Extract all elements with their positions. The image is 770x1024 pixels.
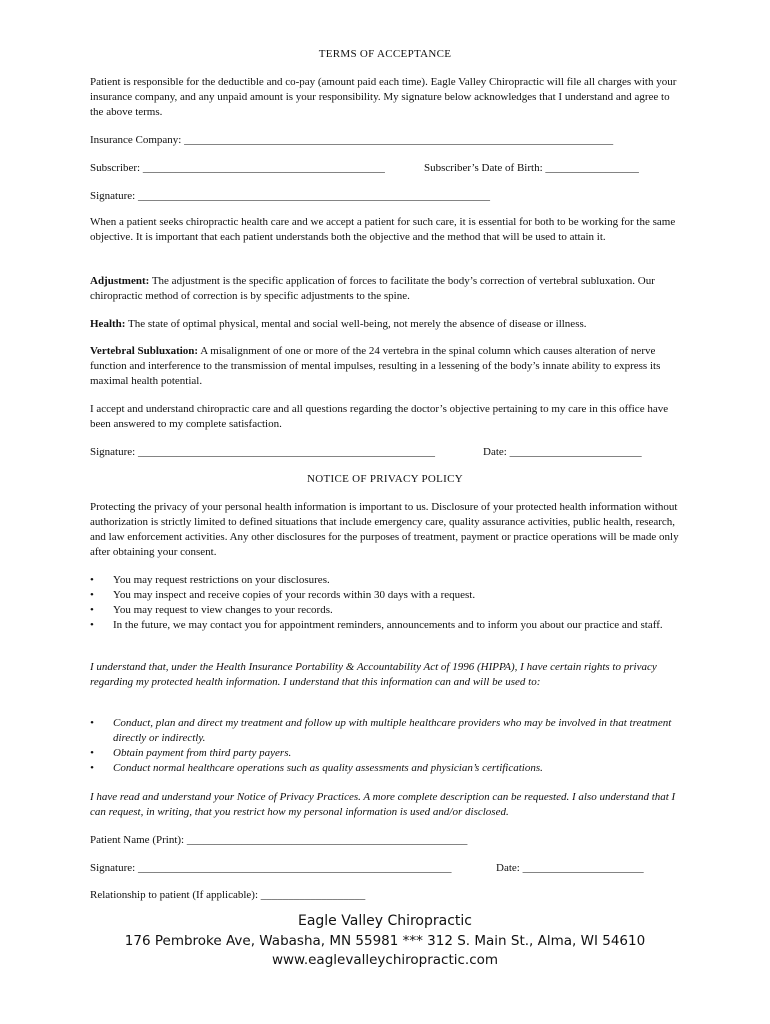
relationship-field[interactable]: Relationship to patient (If applicable): ___________________ xyxy=(90,889,366,901)
bullet-icon: • xyxy=(90,762,94,774)
bullet-icon: • xyxy=(90,619,94,631)
list-item xyxy=(90,761,690,776)
patient-name-field[interactable]: Patient Name (Print): ___________________________________________________ xyxy=(90,834,468,846)
bullet-icon: • xyxy=(90,717,94,729)
terms-intro: Patient is responsible for the deductible and co-pay (amount paid each time). Eagle Valley Chiropractic will file all charges with your insurance company, and any unpaid amount is your responsibility. My signature below acknowledges that I understand and agree to the above terms. xyxy=(90,76,677,118)
bullet-icon: • xyxy=(90,589,94,601)
bullet-icon: • xyxy=(90,604,94,616)
use-text: Conduct normal healthcare operations such as quality assessments and physician’s certifications. xyxy=(113,762,543,774)
footer-website[interactable]: www.eaglevalleychiropractic.com xyxy=(271,952,499,968)
list-item xyxy=(90,603,690,618)
date3-field[interactable]: Date: ______________________ xyxy=(496,862,644,874)
signature-field[interactable]: Signature: ________________________________________________________________ xyxy=(90,190,490,202)
right-text: You may inspect and receive copies of your records within 30 days with a request. xyxy=(113,589,476,601)
use-text: Obtain payment from third party payers. xyxy=(113,747,292,759)
bullet-icon: • xyxy=(90,747,94,759)
signature2-field[interactable]: Signature: ______________________________________________________ xyxy=(90,446,435,458)
privacy-title: NOTICE OF PRIVACY POLICY xyxy=(306,473,464,485)
list-item xyxy=(90,573,690,588)
ack-text: I have read and understand your Notice of Privacy Practices. A more complete description can be requested. I also understand that I can request, in writing, that you restrict how my personal information is used and/or disclosed. xyxy=(90,791,676,818)
accept-text: I accept and understand chiropractic care and all questions regarding the doctor’s objective pertaining to my care in this office have been answered to my complete satisfaction. xyxy=(90,403,669,430)
adjustment-text: The adjustment is the specific application of forces to facilitate the body’s correction of vertebral subluxation. Our chiropractic method of correction is by specific adjustments to the spine. xyxy=(90,275,655,302)
bullet-icon: • xyxy=(90,574,94,586)
list-item xyxy=(90,588,690,603)
list-item xyxy=(90,746,690,761)
uses-list xyxy=(90,716,690,776)
rights-list xyxy=(90,573,690,633)
list-item xyxy=(90,618,673,633)
adjustment-definition xyxy=(90,274,685,304)
hipaa-text: I understand that, under the Health Insurance Portability & Accountability Act of 1996 (HIPPA), I have certain rights to privacy regarding my protected health information. I understand that this information can and will be used to: xyxy=(90,661,657,688)
subscriber-dob-field[interactable]: Subscriber’s Date of Birth: _________________ xyxy=(424,162,639,174)
subluxation-text: A misalignment of one or more of the 24 vertebra in the spinal column which causes alteration of nerve function and interference to the transmission of mental impulses, resulting in a lessening of the body’s innate ability to express its maximal health potential. xyxy=(90,345,661,387)
subluxation-definition xyxy=(90,344,685,389)
terms-title: TERMS OF ACCEPTANCE xyxy=(318,48,452,60)
footer-practice-name: Eagle Valley Chiropractic xyxy=(297,913,472,929)
right-text: In the future, we may contact you for appointment reminders, announcements and to inform you about our practice and staff. xyxy=(113,619,663,631)
use-text: Conduct, plan and direct my treatment and follow up with multiple healthcare providers who may be involved in that treatment directly or indirectly. xyxy=(113,717,672,744)
health-definition xyxy=(90,317,685,332)
right-text: You may request to view changes to your records. xyxy=(113,604,333,616)
subscriber-field[interactable]: Subscriber: ____________________________________________ xyxy=(90,162,385,174)
privacy-intro: Protecting the privacy of your personal health information is important to us. Disclosure of your protected health information without authorization is strictly limited to defined situations that include emergency care, quality assurance activities, public health, research, and law enforcement activities. Any other disclosures for the purposes of treatment, payment or practice operations will be made only after obtaining your consent. xyxy=(90,501,679,558)
insurance-company-field[interactable]: Insurance Company: ______________________________________________________________________________ xyxy=(90,134,614,146)
chiro-objective-text: When a patient seeks chiropractic health care and we accept a patient for such care, it is essential for both to be working for the same objective. It is important that each patient understands both the objective and the method that will be used to attain it. xyxy=(90,216,676,243)
list-item xyxy=(90,716,693,746)
signature3-field[interactable]: Signature: _________________________________________________________ xyxy=(90,862,452,874)
health-text: The state of optimal physical, mental and social well-being, not merely the absence of disease or illness. xyxy=(125,318,587,330)
footer-addresses: 176 Pembroke Ave, Wabasha, MN 55981 *** 312 S. Main St., Alma, WI 54610 xyxy=(124,933,646,949)
health-term: Health: xyxy=(90,318,126,330)
subluxation-term: Vertebral Subluxation: xyxy=(90,345,199,357)
right-text: You may request restrictions on your disclosures. xyxy=(113,574,330,586)
date2-field[interactable]: Date: ________________________ xyxy=(483,446,642,458)
adjustment-term: Adjustment: xyxy=(90,275,150,287)
